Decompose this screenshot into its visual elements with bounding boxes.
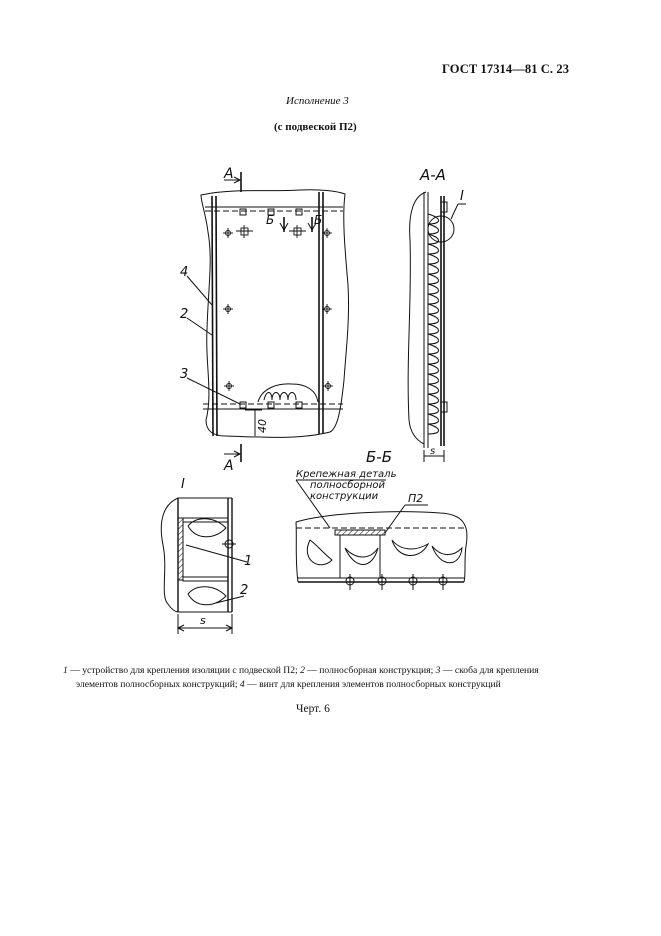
section-b-mark-left: Б xyxy=(266,213,275,227)
caption-n3: 3 xyxy=(435,665,441,676)
variant-subtitle: (с подвеской П2) xyxy=(274,121,357,133)
callout-2-detail: 2 xyxy=(240,583,249,598)
caption-t3b: элементов полносборных конструкций; xyxy=(76,679,240,690)
detail-i-mark-top: I xyxy=(460,189,464,204)
callout-4: 4 xyxy=(180,265,189,280)
section-bb-title: Б-Б xyxy=(366,448,392,466)
caption-n4: 4 xyxy=(239,679,245,690)
section-a-a xyxy=(408,192,466,462)
fastener-label-1: Крепежная деталь xyxy=(296,469,397,480)
fastener-label-2: полносборной xyxy=(310,480,385,491)
caption-t2: — полносборная конструкция; xyxy=(304,665,436,676)
caption-t3: — скоба для крепления xyxy=(440,665,539,676)
p2-label: П2 xyxy=(408,492,424,505)
dim-40-label: 40 xyxy=(256,419,269,433)
caption-n2: 2 xyxy=(300,665,305,676)
section-a-mark-bottom: А xyxy=(224,458,234,474)
figure-label: Черт. 6 xyxy=(296,703,330,715)
figure-caption xyxy=(63,664,593,692)
section-aa-title: А-А xyxy=(420,166,446,184)
dim-s-label-aa: s xyxy=(430,446,436,457)
callout-3: 3 xyxy=(180,367,189,382)
caption-t4: — винт для крепления элементов полносборных конструкций xyxy=(244,679,501,690)
section-a-mark-top: А xyxy=(224,166,234,182)
callout-1-detail: 1 xyxy=(244,554,253,569)
detail-i-title: I xyxy=(181,477,185,492)
fastener-label-3: конструкции xyxy=(310,491,379,502)
variant-title: Исполнение 3 xyxy=(286,95,349,107)
caption-t1: — устройство для крепления изоляции с подвеской П2; xyxy=(67,665,301,676)
page-header: ГОСТ 17314—81 С. 23 xyxy=(442,62,570,76)
callout-2-main: 2 xyxy=(180,307,189,322)
section-b-mark-right: Б xyxy=(314,213,323,227)
dim-s-label-detail: s xyxy=(200,614,206,627)
caption-n1: 1 xyxy=(63,665,68,676)
